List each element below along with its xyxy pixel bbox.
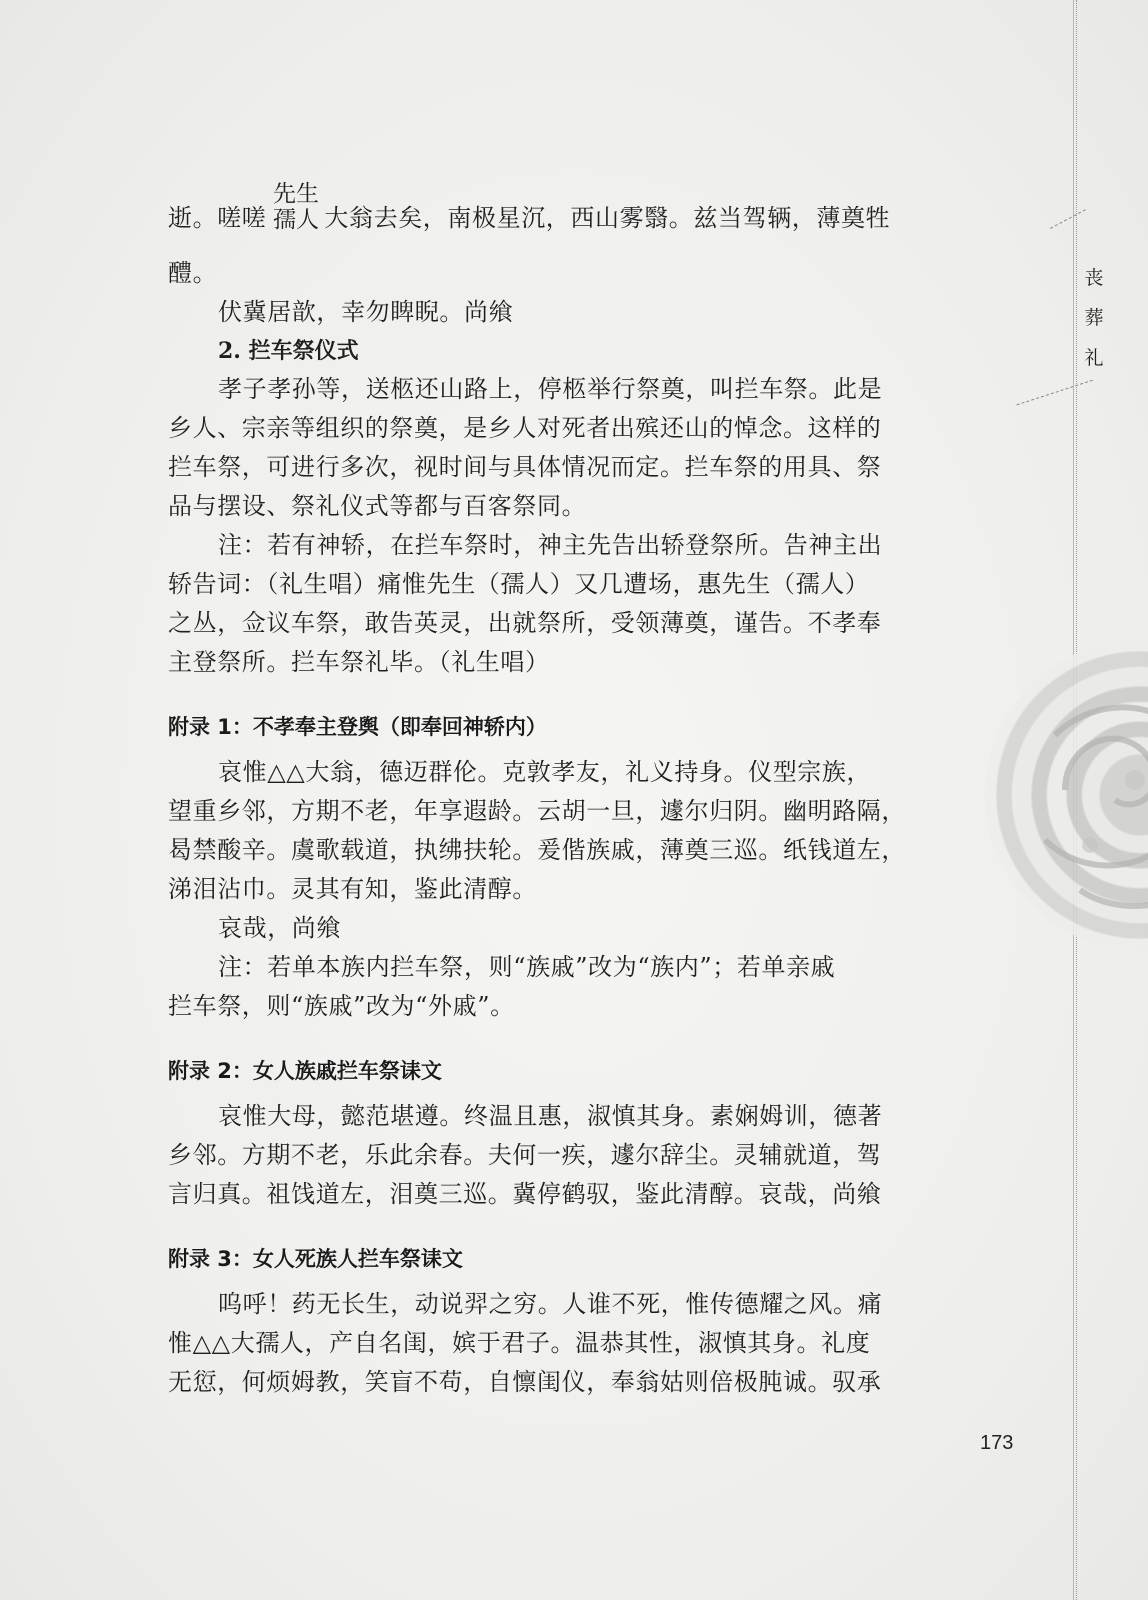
decorative-ornament bbox=[985, 640, 1148, 950]
text-line: 无愆，何烦姆教，笑盲不苟，自懔闺仪，奉翁姑则倍极肫诚。驭承 bbox=[168, 1368, 882, 1396]
line-continuation: 大翁去矣，南极星沉，西山雾翳。兹当驾辆，薄奠牲 bbox=[324, 204, 891, 232]
chapter-side-tab bbox=[1074, 258, 1114, 378]
appendix-3-heading: 附录 3：女人死族人拦车祭诔文 bbox=[168, 1247, 463, 1271]
text-line: 乡人、宗亲等组织的祭奠，是乡人对死者出殡还山的悼念。这样的 bbox=[168, 414, 882, 442]
text-line: 拦车祭，可进行多次，视时间与具体情况而定。拦车祭的用具、祭 bbox=[168, 453, 882, 481]
text-line: 惟△△大孺人，产自名闺，嫔于君子。温恭其性，淑慎其身。礼度 bbox=[168, 1329, 871, 1357]
text-line: 注：若单本族内拦车祭，则“族戚”改为“族内”；若单亲戚 bbox=[218, 953, 836, 981]
appendix-1-heading: 附录 1：不孝奉主登舆（即奉回神轿内） bbox=[168, 715, 547, 739]
scroll-pattern-icon bbox=[985, 640, 1148, 950]
text-line: 伏冀居歆，幸勿睥睨。尚飨 bbox=[218, 298, 514, 326]
text-line: 醴。 bbox=[168, 259, 218, 287]
section-subheading: 2. 拦车祭仪式 bbox=[218, 338, 359, 364]
side-tab-char: 丧 bbox=[1084, 267, 1104, 289]
text-line: 哀哉，尚飨 bbox=[218, 914, 341, 942]
text-line: 哀惟大母，懿范堪遵。终温且惠，淑慎其身。素娴姆训，德著 bbox=[218, 1102, 883, 1130]
text-line: 轿告词：（礼生唱）痛惟先生（孺人）又几遭场，惠先生（孺人） bbox=[168, 570, 870, 598]
text-line: 涕泪沾巾。灵其有知，鉴此清醇。 bbox=[168, 875, 537, 903]
stack-top: 先生 bbox=[273, 181, 319, 207]
text-line: 之丛，佥议车祭，敢告英灵，出就祭所，受领薄奠，谨告。不孝奉 bbox=[168, 609, 882, 637]
text-line: 品与摆设、祭礼仪式等都与百客祭同。 bbox=[168, 492, 587, 520]
text-line: 拦车祭，则“族戚”改为“外戚”。 bbox=[168, 992, 515, 1020]
appendix-2-heading: 附录 2：女人族戚拦车祭诔文 bbox=[168, 1059, 442, 1083]
stack-bottom: 孺人 bbox=[273, 207, 319, 233]
text-line: 乡邻。方期不老，乐此余春。夫何一疾，遽尔辞尘。灵辅就道，驾 bbox=[168, 1141, 882, 1169]
text-line: 孝子孝孙等，送柩还山路上，停柩举行祭奠，叫拦车祭。此是 bbox=[218, 375, 883, 403]
text-line: 曷禁酸辛。虞歌载道，执绋扶轮。爰偕族戚，薄奠三巡。纸钱道左， bbox=[168, 836, 906, 864]
text-line: 言归真。祖饯道左，泪奠三巡。冀停鹤驭，鉴此清醇。哀哉，尚飨 bbox=[168, 1180, 882, 1208]
text-line: 主登祭所。拦车祭礼毕。（礼生唱） bbox=[168, 648, 550, 676]
stacked-alternative bbox=[273, 181, 319, 233]
text-line: 注：若有神轿，在拦车祭时，神主先告出轿登祭所。告神主出 bbox=[218, 531, 883, 559]
side-tab-char: 葬 bbox=[1084, 307, 1104, 329]
text-line: 呜呼！药无长生，动说羿之穷。人谁不死，惟传德耀之风。痛 bbox=[218, 1290, 883, 1318]
page-number: 173 bbox=[980, 1432, 1014, 1454]
side-tab-char: 礼 bbox=[1084, 347, 1104, 369]
text-line: 哀惟△△大翁，德迈群伦。克敦孝友，礼义持身。仪型宗族， bbox=[218, 758, 872, 786]
line-start: 逝。嗟嗟 bbox=[168, 204, 267, 232]
text-line: 望重乡邻，方期不老，年享遐龄。云胡一旦，遽尔归阴。幽明路隔， bbox=[168, 797, 906, 825]
